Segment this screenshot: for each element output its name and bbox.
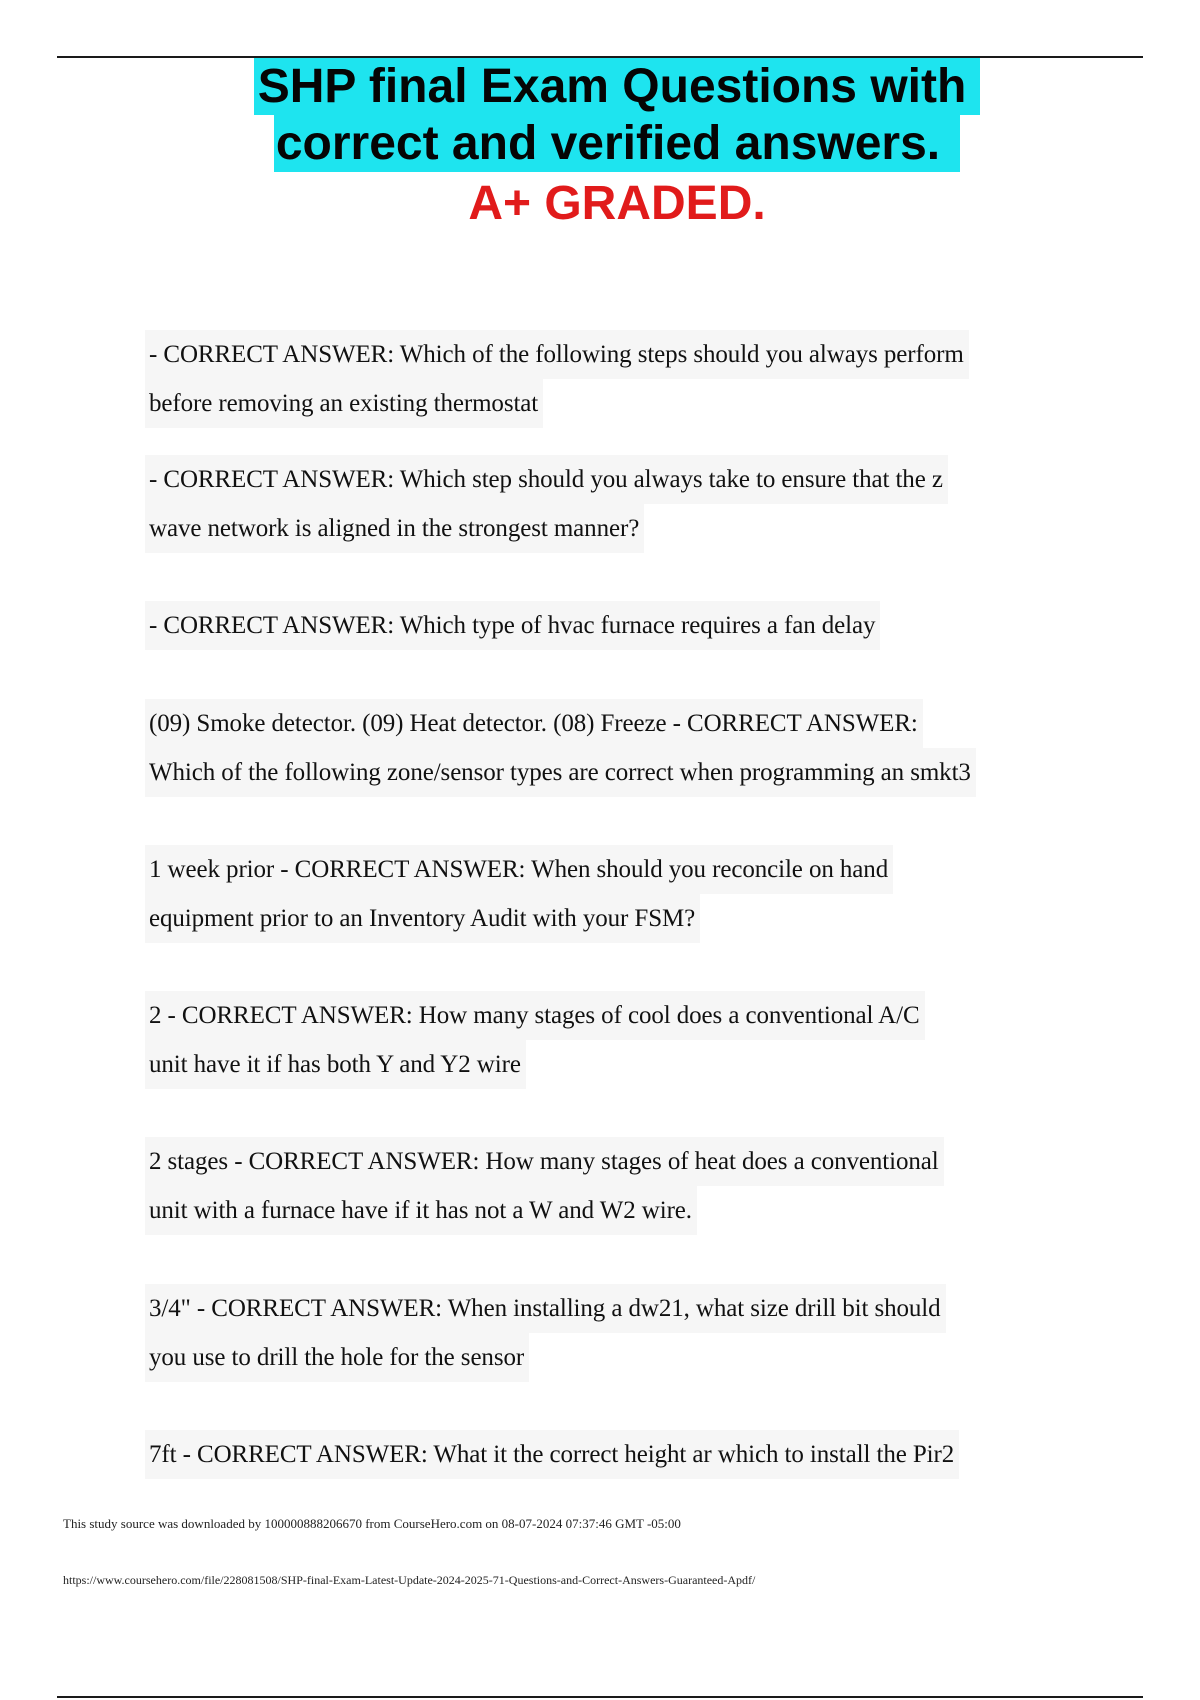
qa-item bbox=[145, 1137, 1095, 1235]
qa-line: 7ft - CORRECT ANSWER: What it the correct height ar which to install the Pir2 bbox=[145, 1430, 959, 1479]
grade-label: A+ GRADED. bbox=[468, 177, 766, 230]
qa-line: wave network is aligned in the strongest manner? bbox=[145, 504, 644, 553]
qa-line: 3/4" - CORRECT ANSWER: When installing a dw21, what size drill bit should bbox=[145, 1284, 946, 1333]
qa-line: unit with a furnace have if it has not a W and W2 wire. bbox=[145, 1186, 697, 1235]
qa-item bbox=[145, 1284, 1095, 1382]
qa-item bbox=[145, 845, 1095, 943]
qa-line: 2 - CORRECT ANSWER: How many stages of cool does a conventional A/C bbox=[145, 991, 925, 1040]
qa-item bbox=[145, 601, 1095, 650]
footer-source-note: This study source was downloaded by 100000888206670 from CourseHero.com on 08-07-2024 07:37:46 GMT -05:00 bbox=[63, 1516, 681, 1531]
qa-line: - CORRECT ANSWER: Which type of hvac furnace requires a fan delay bbox=[145, 601, 880, 650]
qa-line: before removing an existing thermostat bbox=[145, 379, 543, 428]
qa-item bbox=[145, 330, 1095, 428]
qa-line: (09) Smoke detector. (09) Heat detector. (08) Freeze - CORRECT ANSWER: bbox=[145, 699, 923, 748]
qa-item bbox=[145, 1430, 1095, 1479]
qa-line: 1 week prior - CORRECT ANSWER: When should you reconcile on hand bbox=[145, 845, 893, 894]
qa-item bbox=[145, 699, 1095, 797]
qa-line: - CORRECT ANSWER: Which step should you always take to ensure that the z bbox=[145, 455, 948, 504]
qa-item bbox=[145, 455, 1095, 553]
qa-line: - CORRECT ANSWER: Which of the following steps should you always perform bbox=[145, 330, 969, 379]
qa-line: you use to drill the hole for the sensor bbox=[145, 1333, 529, 1382]
qa-line: unit have it if has both Y and Y2 wire bbox=[145, 1040, 526, 1089]
bottom-rule bbox=[57, 1696, 1143, 1698]
qa-line: Which of the following zone/sensor types are correct when programming an smkt3 bbox=[145, 748, 976, 797]
qa-line: equipment prior to an Inventory Audit with your FSM? bbox=[145, 894, 700, 943]
qa-line: 2 stages - CORRECT ANSWER: How many stages of heat does a conventional bbox=[145, 1137, 944, 1186]
title-line-2: correct and verified answers. bbox=[274, 115, 960, 172]
title-line-1: SHP final Exam Questions with bbox=[254, 58, 981, 115]
footer-url[interactable]: https://www.coursehero.com/file/228081508/SHP-final-Exam-Latest-Update-2024-2025-71-Questions-and-Correct-Answers-Guaranteed-Apdf/ bbox=[63, 1573, 756, 1587]
document-title bbox=[0, 58, 1200, 234]
qa-item bbox=[145, 991, 1095, 1089]
